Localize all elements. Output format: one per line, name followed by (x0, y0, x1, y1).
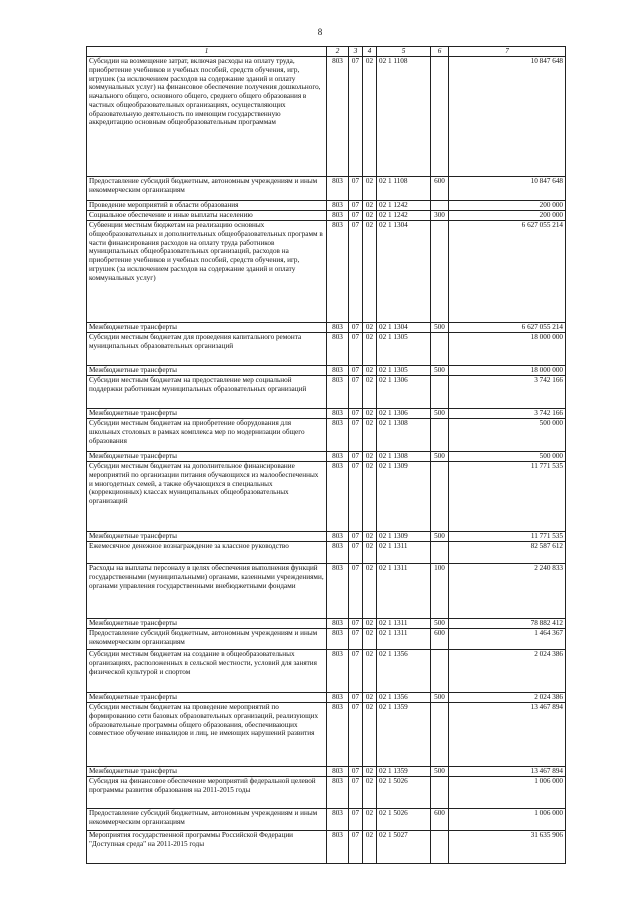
amount: 3 742 166 (449, 409, 566, 419)
expense-type-code: 500 (431, 366, 449, 376)
subsection-code: 02 (363, 650, 377, 693)
section-code: 07 (349, 409, 363, 419)
row-name: Проведение мероприятий в области образования (87, 201, 327, 211)
subsection-code: 02 (363, 703, 377, 767)
target-article-code: 02 1 1306 (377, 409, 431, 419)
section-code: 07 (349, 419, 363, 452)
ministry-code: 803 (327, 452, 349, 462)
ministry-code: 803 (327, 57, 349, 177)
section-code: 07 (349, 809, 363, 831)
amount: 2 240 833 (449, 564, 566, 619)
ministry-code: 803 (327, 809, 349, 831)
row-name: Расходы на выплаты персоналу в целях обеспечения выполнения функций государственными (муниципальными) органами, казенными учреждениями, органами управления государственными внебюджетными фондами (87, 564, 327, 619)
target-article-code: 02 1 5026 (377, 809, 431, 831)
table-row (87, 333, 566, 366)
table-row (87, 409, 566, 419)
section-code: 07 (349, 57, 363, 177)
ministry-code: 803 (327, 419, 349, 452)
amount: 200 000 (449, 201, 566, 211)
row-name: Предоставление субсидий бюджетным, автономным учреждениям и иным некоммерческим организациям (87, 629, 327, 650)
subsection-code: 02 (363, 809, 377, 831)
row-name: Субвенции местным бюджетам на реализацию основных общеобразовательных и дополнительных общеобразовательных программ в части финансирования расходов на оплату труда работников муниципальных общеобразовательных организаций, расходов на приобретение учебников и учебных пособий, средств обучения, игр, игрушек (за исключением расходов на содержание зданий и оплату коммунальных услуг) (87, 221, 327, 323)
expense-type-code (431, 333, 449, 366)
ministry-code: 803 (327, 542, 349, 564)
target-article-code: 02 1 1304 (377, 323, 431, 333)
expense-type-code: 500 (431, 767, 449, 777)
target-article-code: 02 1 1242 (377, 211, 431, 221)
ministry-code: 803 (327, 703, 349, 767)
target-article-code: 02 1 5026 (377, 777, 431, 809)
subsection-code: 02 (363, 177, 377, 201)
target-article-code: 02 1 1108 (377, 177, 431, 201)
section-code: 07 (349, 376, 363, 409)
amount: 6 627 055 214 (449, 221, 566, 323)
amount: 31 635 906 (449, 831, 566, 864)
ministry-code: 803 (327, 532, 349, 542)
table-row (87, 564, 566, 619)
table-row (87, 323, 566, 333)
table-row (87, 177, 566, 201)
expense-type-code (431, 201, 449, 211)
row-name: Субсидии местным бюджетам на дополнительное финансирование мероприятий по организации питания обучающихся из малообеспеченных и многодетных семей, а также обучающихся в специальных (коррекционных) классах муниципальных общеобразовательных организаций (87, 462, 327, 532)
target-article-code: 02 1 1309 (377, 462, 431, 532)
header-cell-section: 3 (349, 47, 363, 57)
target-article-code: 02 1 1308 (377, 419, 431, 452)
expense-type-code (431, 376, 449, 409)
target-article-code: 02 1 1108 (377, 57, 431, 177)
expense-type-code: 300 (431, 211, 449, 221)
table-row (87, 831, 566, 864)
subsection-code: 02 (363, 211, 377, 221)
row-name: Субсидии местным бюджетам на создание в общеобразовательных организациях, расположенных в сельской местности, условий для занятия физической культурой и спортом (87, 650, 327, 693)
amount: 1 464 367 (449, 629, 566, 650)
ministry-code: 803 (327, 221, 349, 323)
amount: 18 000 000 (449, 366, 566, 376)
subsection-code: 02 (363, 333, 377, 366)
ministry-code: 803 (327, 366, 349, 376)
expense-type-code: 500 (431, 323, 449, 333)
section-code: 07 (349, 462, 363, 532)
subsection-code: 02 (363, 323, 377, 333)
table-row (87, 809, 566, 831)
expense-type-code (431, 542, 449, 564)
table-row (87, 542, 566, 564)
amount: 18 000 000 (449, 333, 566, 366)
subsection-code: 02 (363, 629, 377, 650)
page-number: 8 (317, 27, 323, 37)
row-name: Субсидии на возмещение затрат, включая расходы на оплату труда, приобретение учебников и учебных пособий, средств обучения, игр, игрушек (за исключением расходов на содержание зданий и оплату коммунальных услуг) на финансовое обеспечение получения дошкольного, начального общего, основного общего, среднего общего образования в частных общеобразовательных организациях, осуществляющих образовательную деятельность по имеющим государственную аккредитацию основным общеобразовательным программам (87, 57, 327, 177)
expense-type-code (431, 650, 449, 693)
table-row (87, 419, 566, 452)
amount: 78 882 412 (449, 619, 566, 629)
expense-type-code: 600 (431, 629, 449, 650)
ministry-code: 803 (327, 777, 349, 809)
row-name: Межбюджетные трансферты (87, 693, 327, 703)
expense-type-code: 500 (431, 693, 449, 703)
section-code: 07 (349, 693, 363, 703)
ministry-code: 803 (327, 333, 349, 366)
amount: 13 467 894 (449, 767, 566, 777)
header-cell-name: 1 (87, 47, 327, 57)
expense-type-code: 500 (431, 532, 449, 542)
subsection-code: 02 (363, 201, 377, 211)
target-article-code: 02 1 1305 (377, 366, 431, 376)
amount: 1 006 000 (449, 809, 566, 831)
expense-type-code (431, 221, 449, 323)
target-article-code: 02 1 1305 (377, 333, 431, 366)
table-row (87, 211, 566, 221)
row-name: Предоставление субсидий бюджетным, автономным учреждениям и иным некоммерческим организациям (87, 809, 327, 831)
amount: 1 006 000 (449, 777, 566, 809)
table-row (87, 629, 566, 650)
amount: 11 771 535 (449, 532, 566, 542)
header-row (87, 47, 566, 57)
expense-type-code: 600 (431, 809, 449, 831)
table-row (87, 532, 566, 542)
row-name: Субсидия на финансовое обеспечение мероприятий федеральной целевой программы развития образования на 2011-2015 годы (87, 777, 327, 809)
row-name: Межбюджетные трансферты (87, 532, 327, 542)
header-cell-target-article: 5 (377, 47, 431, 57)
section-code: 07 (349, 333, 363, 366)
row-name: Субсидии местным бюджетам на проведение мероприятий по формированию сети базовых образовательных организаций, реализующих образовательные программы общего образования, обеспечивающих совместное обучение инвалидов и лиц, не имеющих нарушений развития (87, 703, 327, 767)
table-row (87, 703, 566, 767)
table-row (87, 57, 566, 177)
table-row (87, 693, 566, 703)
section-code: 07 (349, 650, 363, 693)
expense-type-code (431, 703, 449, 767)
section-code: 07 (349, 211, 363, 221)
row-name: Межбюджетные трансферты (87, 323, 327, 333)
amount: 2 024 386 (449, 693, 566, 703)
table-row (87, 201, 566, 211)
subsection-code: 02 (363, 693, 377, 703)
subsection-code: 02 (363, 831, 377, 864)
ministry-code: 803 (327, 629, 349, 650)
amount: 500 000 (449, 452, 566, 462)
section-code: 07 (349, 629, 363, 650)
section-code: 07 (349, 564, 363, 619)
row-name: Субсидии местным бюджетам для проведения капитального ремонта муниципальных образовательных организаций (87, 333, 327, 366)
table-row (87, 452, 566, 462)
target-article-code: 02 1 1308 (377, 452, 431, 462)
subsection-code: 02 (363, 619, 377, 629)
subsection-code: 02 (363, 542, 377, 564)
section-code: 07 (349, 532, 363, 542)
section-code: 07 (349, 177, 363, 201)
ministry-code: 803 (327, 323, 349, 333)
target-article-code: 02 1 1356 (377, 693, 431, 703)
row-name: Межбюджетные трансферты (87, 452, 327, 462)
row-name: Субсидии местным бюджетам на предоставление мер социальной поддержки работникам муниципальных образовательных организаций (87, 376, 327, 409)
expense-type-code (431, 462, 449, 532)
section-code: 07 (349, 703, 363, 767)
row-name: Предоставление субсидий бюджетным, автономным учреждениям и иным некоммерческим организациям (87, 177, 327, 201)
subsection-code: 02 (363, 376, 377, 409)
row-name: Социальное обеспечение и иные выплаты населению (87, 211, 327, 221)
target-article-code: 02 1 5027 (377, 831, 431, 864)
amount: 3 742 166 (449, 376, 566, 409)
section-code: 07 (349, 831, 363, 864)
subsection-code: 02 (363, 452, 377, 462)
expense-type-code (431, 57, 449, 177)
table-row (87, 462, 566, 532)
section-code: 07 (349, 201, 363, 211)
target-article-code: 02 1 1359 (377, 767, 431, 777)
row-name: Мероприятия государственной программы Российской Федерации "Доступная среда" на 2011-2015 годы (87, 831, 327, 864)
expense-type-code: 500 (431, 452, 449, 462)
header-cell-subsection: 4 (363, 47, 377, 57)
ministry-code: 803 (327, 564, 349, 619)
subsection-code: 02 (363, 419, 377, 452)
expense-type-code (431, 777, 449, 809)
section-code: 07 (349, 619, 363, 629)
subsection-code: 02 (363, 532, 377, 542)
amount: 11 771 535 (449, 462, 566, 532)
table-row (87, 767, 566, 777)
ministry-code: 803 (327, 201, 349, 211)
ministry-code: 803 (327, 177, 349, 201)
section-code: 07 (349, 542, 363, 564)
amount: 6 627 055 214 (449, 323, 566, 333)
target-article-code: 02 1 1311 (377, 619, 431, 629)
subsection-code: 02 (363, 564, 377, 619)
subsection-code: 02 (363, 57, 377, 177)
subsection-code: 02 (363, 366, 377, 376)
expense-type-code (431, 419, 449, 452)
row-name: Межбюджетные трансферты (87, 366, 327, 376)
target-article-code: 02 1 1306 (377, 376, 431, 409)
expense-type-code: 600 (431, 177, 449, 201)
amount: 13 467 894 (449, 703, 566, 767)
target-article-code: 02 1 1356 (377, 650, 431, 693)
table-row (87, 366, 566, 376)
header-cell-ministry: 2 (327, 47, 349, 57)
ministry-code: 803 (327, 462, 349, 532)
amount: 200 000 (449, 211, 566, 221)
section-code: 07 (349, 767, 363, 777)
table-row (87, 376, 566, 409)
ministry-code: 803 (327, 376, 349, 409)
ministry-code: 803 (327, 767, 349, 777)
row-name: Межбюджетные трансферты (87, 409, 327, 419)
target-article-code: 02 1 1311 (377, 542, 431, 564)
section-code: 07 (349, 452, 363, 462)
target-article-code: 02 1 1311 (377, 564, 431, 619)
expense-type-code: 500 (431, 619, 449, 629)
section-code: 07 (349, 366, 363, 376)
subsection-code: 02 (363, 462, 377, 532)
table-row (87, 650, 566, 693)
header-cell-expense-type: 6 (431, 47, 449, 57)
ministry-code: 803 (327, 693, 349, 703)
table-row (87, 221, 566, 323)
target-article-code: 02 1 1359 (377, 703, 431, 767)
row-name: Межбюджетные трансферты (87, 767, 327, 777)
amount: 82 587 612 (449, 542, 566, 564)
target-article-code: 02 1 1311 (377, 629, 431, 650)
target-article-code: 02 1 1304 (377, 221, 431, 323)
expense-type-code: 500 (431, 409, 449, 419)
row-name: Ежемесячное денежное вознаграждение за классное руководство (87, 542, 327, 564)
target-article-code: 02 1 1309 (377, 532, 431, 542)
subsection-code: 02 (363, 777, 377, 809)
table-row (87, 619, 566, 629)
amount: 10 847 648 (449, 177, 566, 201)
ministry-code: 803 (327, 409, 349, 419)
ministry-code: 803 (327, 650, 349, 693)
row-name: Субсидии местным бюджетам на приобретение оборудования для школьных столовых в рамках комплекса мер по модернизации общего образования (87, 419, 327, 452)
amount: 10 847 648 (449, 57, 566, 177)
ministry-code: 803 (327, 211, 349, 221)
ministry-code: 803 (327, 831, 349, 864)
amount: 2 024 386 (449, 650, 566, 693)
section-code: 07 (349, 221, 363, 323)
budget-table (86, 46, 566, 864)
amount: 500 000 (449, 419, 566, 452)
subsection-code: 02 (363, 221, 377, 323)
header-cell-amount: 7 (449, 47, 566, 57)
target-article-code: 02 1 1242 (377, 201, 431, 211)
section-code: 07 (349, 777, 363, 809)
section-code: 07 (349, 323, 363, 333)
expense-type-code: 100 (431, 564, 449, 619)
row-name: Межбюджетные трансферты (87, 619, 327, 629)
subsection-code: 02 (363, 409, 377, 419)
table-row (87, 777, 566, 809)
ministry-code: 803 (327, 619, 349, 629)
expense-type-code (431, 831, 449, 864)
subsection-code: 02 (363, 767, 377, 777)
